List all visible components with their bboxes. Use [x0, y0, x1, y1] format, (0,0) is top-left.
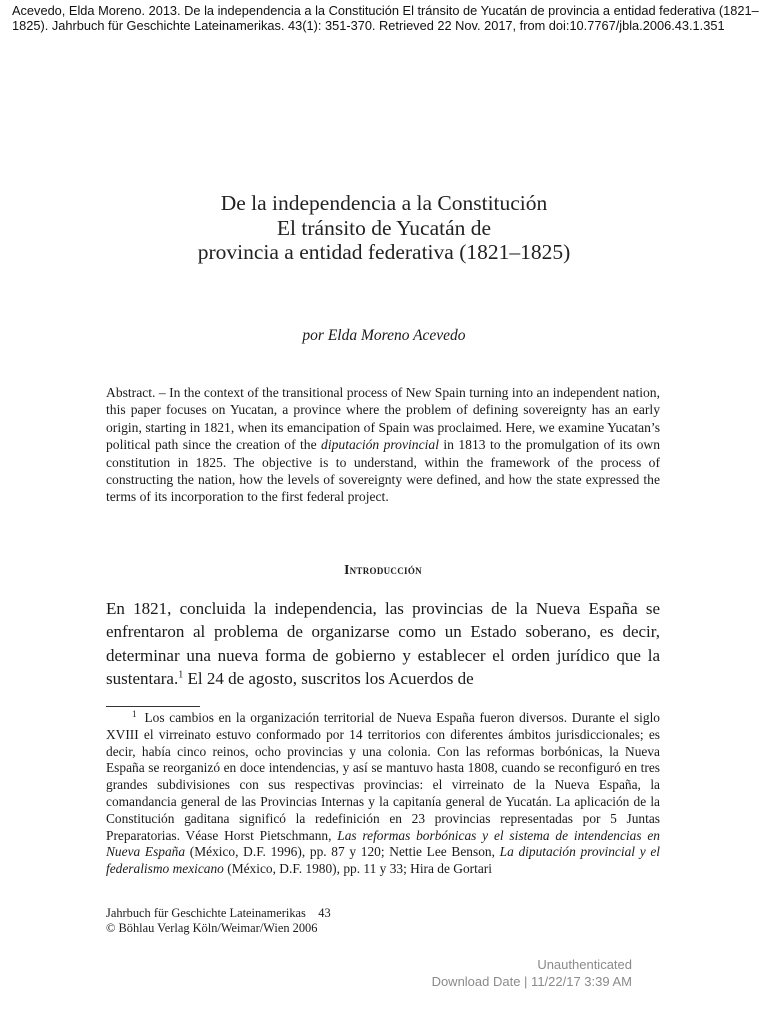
citation-header: Acevedo, Elda Moreno. 2013. De la independencia a la Constitución El tránsito de Yucatán de provincia a entidad federativa (1821–1825). Jahrbuch für Geschichte Lateinamerikas. 43(1): 351-370. Retrieved 22 Nov. 2017, from doi:10.7767/jbla.2006.43.1.351 — [12, 3, 759, 33]
footnote-reference[interactable]: 1 — [178, 669, 184, 681]
article-title — [80, 191, 688, 265]
title-line-1: De la independencia a la Constitución — [220, 191, 548, 215]
footnote-text-3: (México, D.F. 1980), pp. 11 y 33; Hira de Gortari — [223, 861, 492, 877]
footnote-text-1: Los cambios en la organización territorial de Nueva España fueron diversos. Durante el siglo XVIII el virreinato estuvo conformado por 14 territorios con diferentes ámbitos jurisdiccionales; es decir, había cinco reinos, ocho provincias y una colonia. Con las reformas borbónicas, la Nueva España se reorganizó en doce intendencias, y así se mantuvo hasta 1808, cuando se reconfiguró en tres grandes subdivisiones con sus respectivas provincias: el virreinato de la Nueva España, la comandancia general de las Provincias Internas y la capitanía general de Yucatán. La aplicación de la Constitución gaditana significó la redefinición en 23 provincias representadas por 5 Juntas Preparatorias. Véase Horst Pietschmann, — [106, 710, 660, 843]
footnote-divider — [106, 706, 200, 707]
footnote-text-2: (México, D.F. 1996), pp. 87 y 120; Nettie Lee Benson, — [185, 844, 500, 860]
journal-info — [106, 906, 406, 935]
title-line-3: provincia a entidad federativa (1821–1825) — [197, 240, 571, 264]
body-text-1: En 1821, concluida la independencia, las provincias de la Nueva España se enfrentaron al problema de organizarse como un Estado soberano, es decir, determinar una nueva forma de gobierno y establecer el orden jurídico que la sustentara. — [106, 599, 660, 688]
footnote-number: 1 — [132, 708, 137, 719]
section-heading: Introducción — [344, 562, 422, 577]
abstract — [106, 384, 660, 506]
body-paragraph — [106, 597, 660, 690]
abstract-text-2: in 1813 to the promulgation of its own constitution in 1825. The objective is to understand, within the framework of the process of constructing the nation, how the levels of sovereignty were defined, and how the state expressed the terms of its incorporation to the first federal project. — [106, 437, 660, 505]
footnote-italic-1: Las reformas borbónicas y el sistema de intendencias en Nueva España — [106, 827, 660, 860]
body-text-2: El 24 de agosto, suscritos los Acuerdos de — [183, 668, 474, 688]
stamp-status: Unauthenticated — [537, 957, 632, 972]
publisher-copyright: © Böhlau Verlag Köln/Weimar/Wien 2006 — [106, 920, 318, 935]
download-stamp — [432, 956, 632, 990]
abstract-text-1: Abstract. – In the context of the transitional process of New Spain turning into an independent nation, this paper focuses on Yucatan, a province where the problem of defining sovereignty has an early origin, starting in 1821, when its emancipation of Spain was proclaimed. Here, we examine Yucatan’s political path since the creation of the — [106, 385, 660, 453]
title-line-2: El tránsito de Yucatán de — [276, 215, 492, 240]
journal-name: Jahrbuch für Geschichte Lateinamerikas 43 — [106, 906, 331, 920]
abstract-italic-term: diputación provincial — [321, 437, 439, 453]
footnote-italic-2: La diputación provincial y el federalismo mexicano — [106, 844, 660, 877]
stamp-date: Download Date | 11/22/17 3:39 AM — [431, 974, 632, 989]
footnote — [106, 710, 660, 878]
author-byline: por Elda Moreno Acevedo — [302, 327, 466, 344]
